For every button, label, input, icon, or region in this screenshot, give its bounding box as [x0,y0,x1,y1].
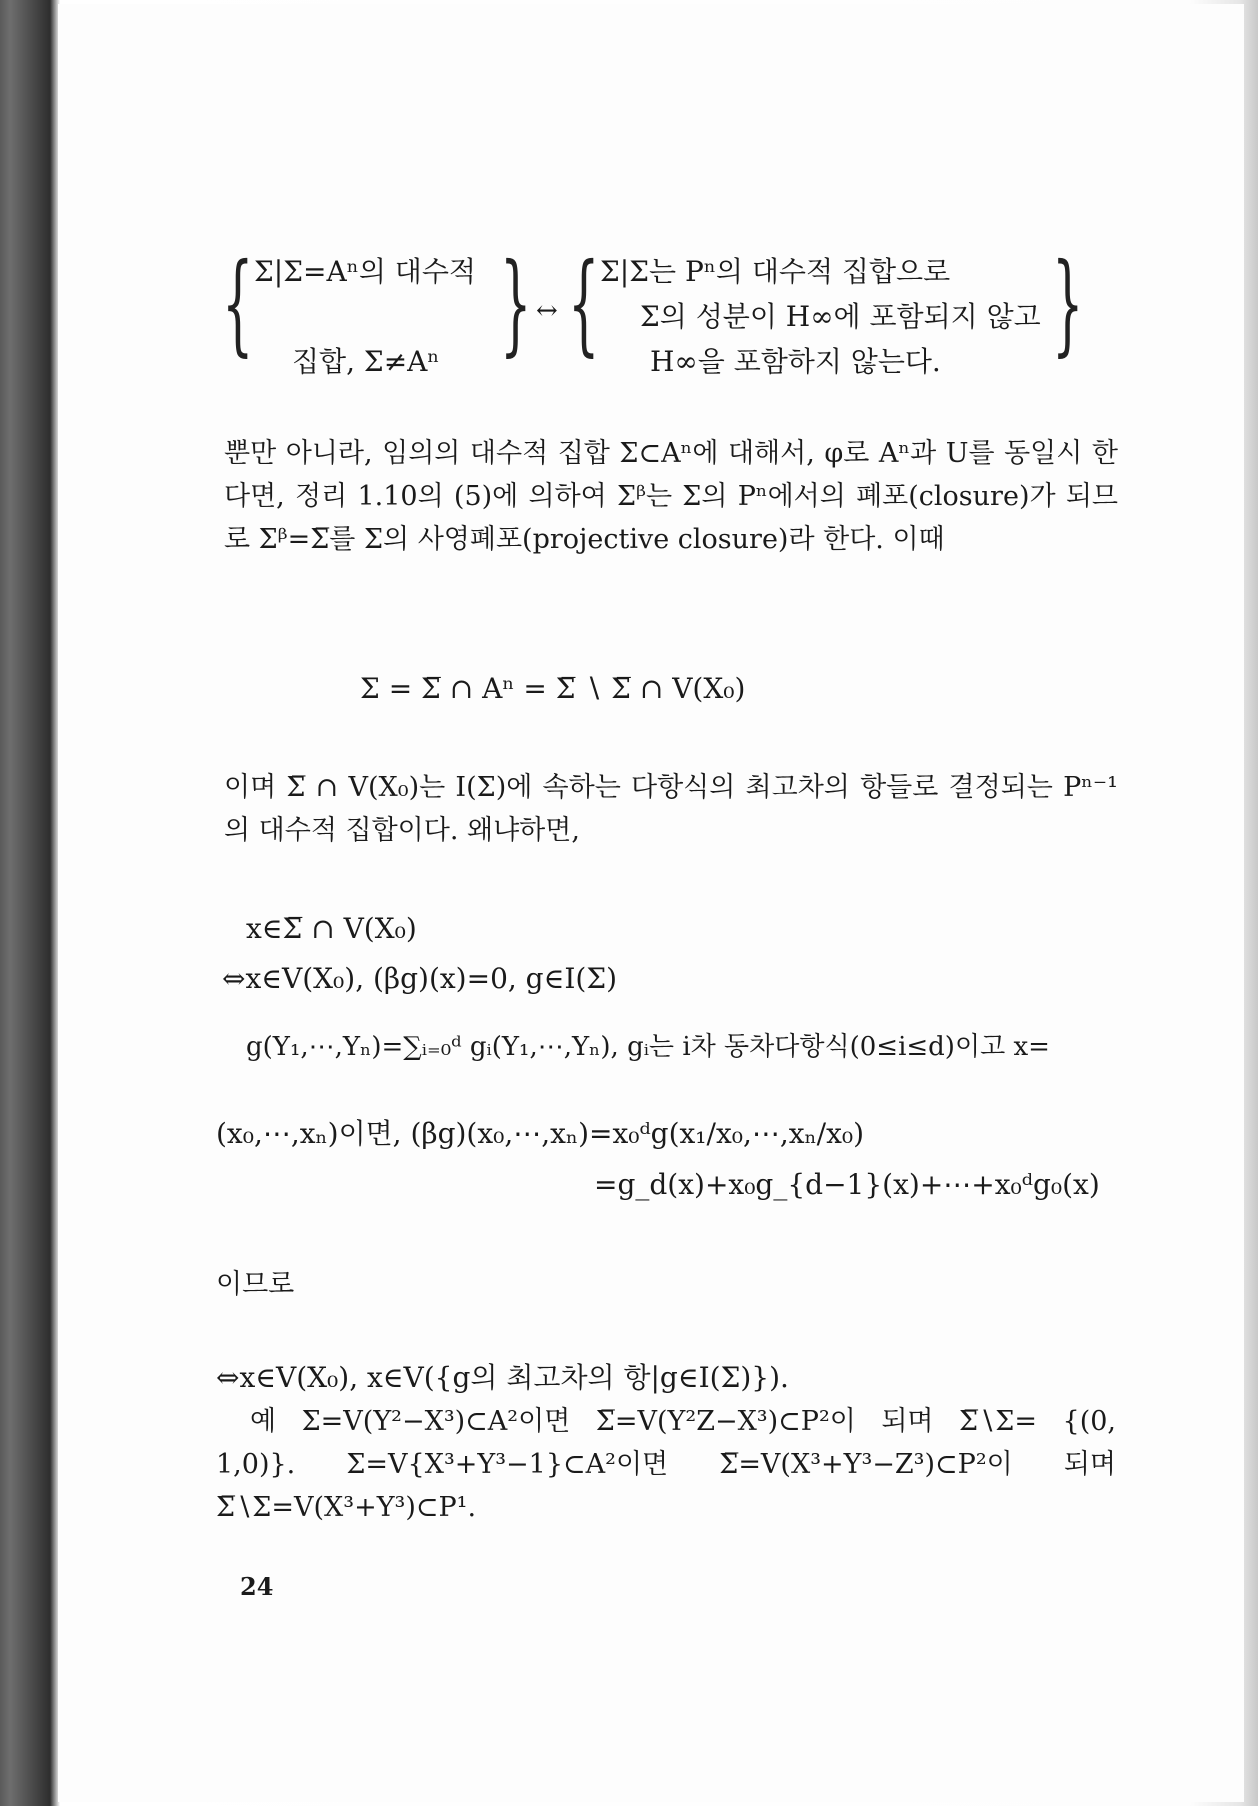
right-open-brace: { [568,239,600,367]
page-number: 24 [240,1572,274,1601]
proof-line-1: x∈Σ̅ ∩ V(X₀) [246,912,417,945]
left-close-brace: } [500,239,532,367]
therefore-text: 이므로 [216,1269,295,1300]
left-open-brace: { [222,239,254,367]
proof-line-4: (x₀,⋯,xₙ)이면, (βg)(x₀,⋯,xₙ)=x₀ᵈg(x₁/x₀,⋯,xₙ/x₀) [216,1117,865,1150]
proof-line-3: g(Y₁,⋯,Yₙ)=∑ᵢ₌₀ᵈ gᵢ(Y₁,⋯,Yₙ), gᵢ는 i차 동차다항식(0≤i≤d)이고 x= [246,1032,1050,1062]
proof-line-2: ⇔x∈V(X₀), (βg)(x)=0, g∈I(Σ) [222,962,618,995]
proof-line-5: =g_d(x)+x₀g_{d−1}(x)+⋯+x₀ᵈg₀(x) [594,1168,1100,1201]
right-condition-line1: Σ|Σ는 Pⁿ의 대수적 집합으로 [600,255,951,288]
paragraph-hyperplane-intersection: 이며 Σ̅ ∩ V(X₀)는 I(Σ)에 속하는 다항식의 최고차의 항들로 결정되는 Pⁿ⁻¹의 대수적 집합이다. 왜냐하면, [224,772,1118,846]
right-condition-line3: H∞을 포함하지 않는다. [650,345,941,378]
conclusion-line: ⇔x∈V(X₀), x∈V({g의 최고차의 항|g∈I(Σ)}). [216,1361,789,1394]
left-condition-line2: 집합, Σ≠Aⁿ [292,345,440,378]
paragraph-projective-closure: 뿐만 아니라, 임의의 대수적 집합 Σ⊂Aⁿ에 대해서, φ로 Aⁿ과 U를 동일시 한다면, 정리 1.10의 (5)에 의하여 Σᵝ는 Σ의 Pⁿ에서의 폐포(closure)가 되므로 Σᵝ=Σ̅를 Σ의 사영폐포(projective closure)라 한다. 이때 [224,438,1118,555]
right-close-brace: } [1052,239,1084,367]
right-condition-line2: Σ의 성분이 H∞에 포함되지 않고 [640,300,1041,333]
example-paragraph: 예 Σ=V(Y²−X³)⊂A²이면 Σ̅=V(Y²Z−X³)⊂P²이 되며 Σ̅∖Σ= {(0, 1,0)}. Σ=V{X³+Y³−1}⊂A²이면 Σ̅=V(X³+Y³−Z³)⊂P²이 되며 Σ̅∖Σ=V(X³+Y³)⊂P¹. [216,1406,1116,1523]
left-condition-line1: Σ|Σ=Aⁿ의 대수적 [254,255,476,288]
equivalence-arrow: ↔ [536,296,558,326]
equation-sigma-decomposition: Σ = Σ̅ ∩ Aⁿ = Σ̅ ∖ Σ̅ ∩ V(X₀) [360,672,746,705]
